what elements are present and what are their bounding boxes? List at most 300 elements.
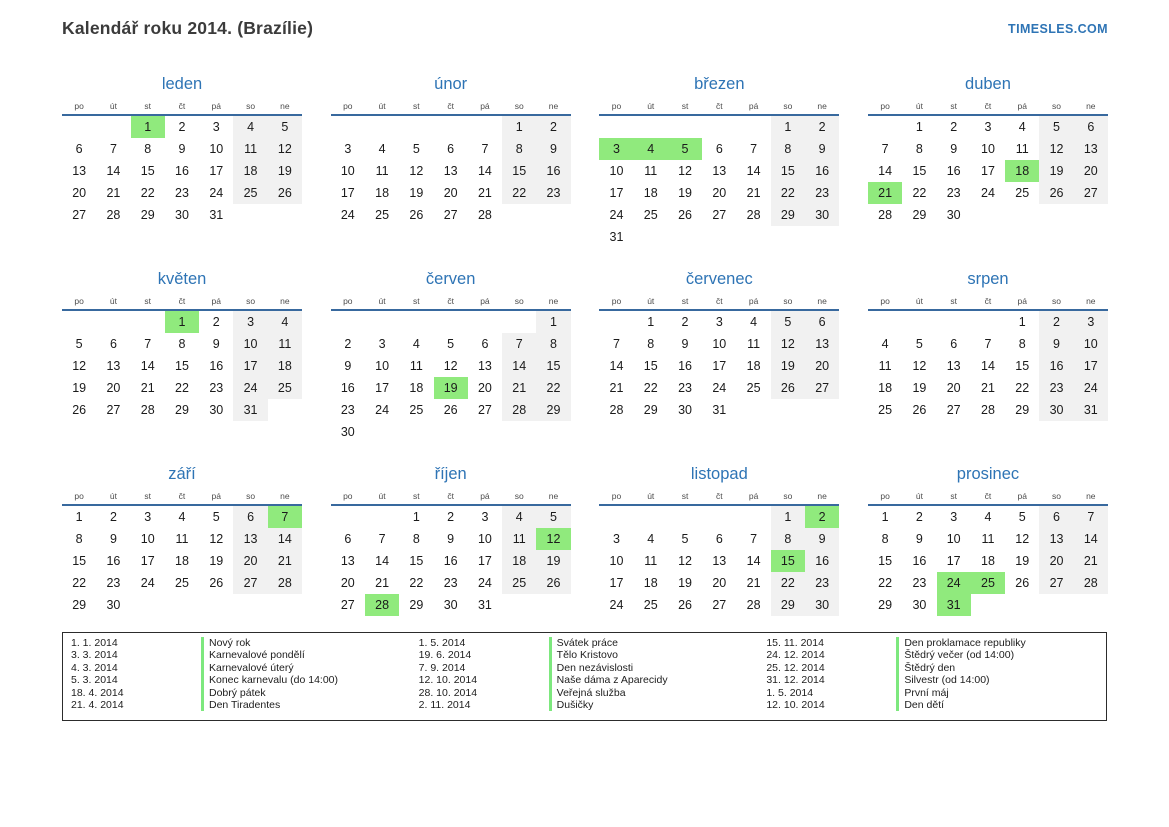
day-cell: 23 xyxy=(175,186,189,200)
day-cell: 11 xyxy=(644,554,658,568)
day-cell: 19 xyxy=(912,381,927,395)
empty-cell xyxy=(502,311,536,333)
day-of-week-label: so xyxy=(783,101,793,111)
empty-cell xyxy=(771,399,805,421)
page-header xyxy=(62,18,1108,39)
month-title-duben: duben xyxy=(965,75,1011,93)
empty-cell xyxy=(233,204,267,226)
day-cell: 27 xyxy=(477,403,492,417)
day-cell: 17 xyxy=(609,186,624,200)
day-cell: 28 xyxy=(106,208,121,222)
day-cell: 11 xyxy=(175,532,189,546)
day-cell: 11 xyxy=(878,359,892,373)
day-cell: 6 xyxy=(75,142,83,156)
day-cell: 29 xyxy=(643,403,658,417)
day-cell: 21 xyxy=(268,550,302,572)
day-cell: 16 xyxy=(106,554,121,568)
day-cell: 18 xyxy=(502,550,536,572)
day-cell: 19 xyxy=(1039,160,1073,182)
legend-entry-name: Štědrý večer (od 14:00) xyxy=(896,649,1014,661)
legend-entry-name: Den Tiradentes xyxy=(201,699,280,711)
empty-cell xyxy=(702,116,736,138)
day-cell: 3 xyxy=(612,532,620,546)
day-cell: 17 xyxy=(233,355,267,377)
day-cell: 23 xyxy=(678,381,692,395)
day-cell: 27 xyxy=(106,403,121,417)
day-cell: 5 xyxy=(268,116,302,138)
day-cell: 31 xyxy=(1074,399,1108,421)
day-cell: 7 xyxy=(109,142,117,156)
day-cell: 30 xyxy=(912,598,927,612)
day-cell: 13 xyxy=(443,164,458,178)
day-cell: 10 xyxy=(233,333,267,355)
empty-cell xyxy=(736,226,770,248)
day-cell: 24 xyxy=(1074,377,1108,399)
legend-entry-date: 15. 11. 2014 xyxy=(766,637,824,649)
month-srpen xyxy=(868,269,1108,464)
day-cell: 18 xyxy=(878,381,893,395)
day-cell: 21 xyxy=(981,381,995,395)
page-title: Kalendář roku 2014. (Brazílie) xyxy=(62,18,314,38)
day-cell: 30 xyxy=(340,425,355,439)
legend-entry-date: 18. 4. 2014 xyxy=(71,686,124,699)
day-cell: 22 xyxy=(72,576,87,590)
day-cell: 26 xyxy=(678,598,692,612)
empty-cell xyxy=(434,116,468,138)
day-cell: 19 xyxy=(209,554,224,568)
day-cell: 28 xyxy=(365,594,399,616)
month-cervenec xyxy=(599,269,839,464)
month-dates xyxy=(868,116,1108,226)
legend-entry-name: Dušičky xyxy=(549,699,594,711)
day-cell: 22 xyxy=(643,381,658,395)
legend-entry-date: 12. 10. 2014 xyxy=(766,699,825,712)
day-cell: 11 xyxy=(502,528,536,550)
day-cell: 3 xyxy=(144,510,152,524)
legend-entry-name: Den nezávislosti xyxy=(549,662,633,674)
day-of-week-label: so xyxy=(783,296,793,306)
legend-entry-date: 1. 5. 2014 xyxy=(766,686,814,699)
day-cell: 17 xyxy=(1074,355,1108,377)
month-listopad xyxy=(599,464,839,659)
day-cell: 11 xyxy=(747,337,761,351)
day-cell: 9 xyxy=(109,532,117,546)
day-of-week-label: so xyxy=(1052,101,1062,111)
day-cell: 13 xyxy=(233,528,267,550)
day-cell: 4 xyxy=(750,315,758,329)
day-cell: 26 xyxy=(443,403,458,417)
day-of-week-label: po xyxy=(880,101,890,111)
day-cell: 19 xyxy=(268,160,302,182)
day-cell: 25 xyxy=(233,182,267,204)
day-of-week-label: ne xyxy=(817,491,827,501)
legend-entry xyxy=(766,662,1106,674)
legend-entry-date: 25. 12. 2014 xyxy=(766,661,825,674)
day-cell: 8 xyxy=(536,333,570,355)
day-cell: 6 xyxy=(715,532,723,546)
empty-cell xyxy=(702,506,736,528)
month-prosinec xyxy=(868,464,1108,659)
day-of-week-label: so xyxy=(246,101,256,111)
day-cell: 3 xyxy=(344,142,352,156)
day-of-week-header xyxy=(868,101,1108,116)
day-cell: 4 xyxy=(178,510,186,524)
day-cell: 26 xyxy=(771,377,805,399)
empty-cell xyxy=(365,421,399,443)
month-dates xyxy=(62,311,302,421)
legend-entry xyxy=(419,674,759,686)
day-cell: 15 xyxy=(536,355,570,377)
day-cell: 28 xyxy=(746,598,761,612)
day-cell: 27 xyxy=(712,598,727,612)
empty-cell xyxy=(468,116,502,138)
day-of-week-label: pá xyxy=(748,296,759,306)
day-cell: 10 xyxy=(375,359,390,373)
day-cell: 9 xyxy=(915,532,923,546)
day-cell: 29 xyxy=(175,403,189,417)
day-cell: 27 xyxy=(1039,572,1073,594)
month-title-cervenec: červenec xyxy=(685,270,753,288)
day-of-week-header xyxy=(331,296,571,311)
month-dates xyxy=(599,116,839,248)
day-cell: 8 xyxy=(915,142,923,156)
day-cell: 17 xyxy=(946,554,961,568)
day-of-week-label: ne xyxy=(280,491,290,501)
day-cell: 20 xyxy=(233,550,267,572)
day-cell: 26 xyxy=(1015,576,1030,590)
day-cell: 20 xyxy=(1039,550,1073,572)
day-of-week-label: st xyxy=(144,296,152,306)
empty-cell xyxy=(599,116,633,138)
month-cerven xyxy=(331,269,571,464)
empty-cell xyxy=(1005,594,1039,616)
legend-entry-name: Nový rok xyxy=(201,637,250,649)
month-title-cerven: červen xyxy=(425,270,476,288)
empty-cell xyxy=(971,594,1005,616)
day-cell: 14 xyxy=(106,164,121,178)
day-cell: 22 xyxy=(175,381,189,395)
day-of-week-label: pá xyxy=(748,491,759,501)
day-cell: 9 xyxy=(805,138,839,160)
day-cell: 24 xyxy=(609,208,624,222)
day-cell: 14 xyxy=(268,528,302,550)
day-cell: 18 xyxy=(643,576,658,590)
legend-entry xyxy=(766,687,1106,699)
day-cell: 1 xyxy=(771,116,805,138)
day-cell: 12 xyxy=(209,532,224,546)
empty-cell xyxy=(399,311,433,333)
day-cell: 31 xyxy=(233,399,267,421)
day-cell: 3 xyxy=(984,120,992,134)
empty-cell xyxy=(468,421,502,443)
day-cell: 4 xyxy=(647,532,655,546)
day-cell: 2 xyxy=(447,510,455,524)
legend-entry xyxy=(71,687,411,699)
day-cell: 18 xyxy=(268,355,302,377)
empty-cell xyxy=(536,421,570,443)
day-of-week-label: po xyxy=(880,296,890,306)
empty-cell xyxy=(1074,204,1108,226)
day-cell: 17 xyxy=(140,554,155,568)
day-cell: 22 xyxy=(878,576,893,590)
day-cell: 14 xyxy=(1074,528,1108,550)
day-cell: 13 xyxy=(712,164,727,178)
day-cell: 26 xyxy=(268,182,302,204)
legend-entry-date: 1. 1. 2014 xyxy=(71,637,118,649)
empty-cell xyxy=(165,594,199,616)
empty-cell xyxy=(365,311,399,333)
day-cell: 4 xyxy=(634,138,668,160)
day-cell: 13 xyxy=(946,359,961,373)
day-cell: 29 xyxy=(771,204,805,226)
empty-cell xyxy=(736,506,770,528)
day-of-week-header xyxy=(331,491,571,506)
day-cell: 18 xyxy=(1005,160,1039,182)
day-cell: 30 xyxy=(443,598,458,612)
empty-cell xyxy=(868,116,902,138)
day-cell: 25 xyxy=(175,576,189,590)
day-cell: 3 xyxy=(233,311,267,333)
legend-entry xyxy=(71,637,411,649)
day-cell: 1 xyxy=(647,315,655,329)
empty-cell xyxy=(868,311,902,333)
day-cell: 2 xyxy=(1039,311,1073,333)
day-of-week-label: út xyxy=(109,491,117,501)
day-cell: 11 xyxy=(409,359,423,373)
day-cell: 30 xyxy=(1039,399,1073,421)
day-cell: 12 xyxy=(443,359,458,373)
day-cell: 14 xyxy=(140,359,155,373)
day-of-week-label: ne xyxy=(280,296,290,306)
day-cell: 9 xyxy=(344,359,352,373)
month-unor xyxy=(331,74,571,269)
day-cell: 20 xyxy=(946,381,961,395)
day-cell: 24 xyxy=(375,403,390,417)
empty-cell xyxy=(668,116,702,138)
day-cell: 21 xyxy=(746,186,761,200)
day-cell: 25 xyxy=(971,572,1005,594)
day-of-week-label: po xyxy=(74,491,84,501)
day-cell: 16 xyxy=(443,554,458,568)
day-cell: 6 xyxy=(715,142,723,156)
day-of-week-label: út xyxy=(915,101,923,111)
day-cell: 8 xyxy=(178,337,186,351)
day-cell: 8 xyxy=(75,532,83,546)
day-of-week-label: pá xyxy=(211,296,222,306)
day-cell: 4 xyxy=(268,311,302,333)
day-cell: 26 xyxy=(72,403,87,417)
day-cell: 1 xyxy=(915,120,923,134)
day-cell: 11 xyxy=(644,164,658,178)
legend-entry-name: Tělo Kristovo xyxy=(549,649,618,661)
day-cell: 21 xyxy=(502,377,536,399)
day-cell: 23 xyxy=(209,381,224,395)
empty-cell xyxy=(599,311,633,333)
day-cell: 2 xyxy=(212,315,220,329)
day-cell: 28 xyxy=(609,403,624,417)
legend-entry-date: 21. 4. 2014 xyxy=(71,699,124,712)
day-cell: 7 xyxy=(268,506,302,528)
day-of-week-label: so xyxy=(1052,491,1062,501)
legend-entry-name: Naše dáma z Aparecidy xyxy=(549,674,668,686)
day-cell: 20 xyxy=(805,355,839,377)
day-cell: 6 xyxy=(481,337,489,351)
legend-entry-date: 7. 9. 2014 xyxy=(418,661,466,674)
day-cell: 25 xyxy=(1015,186,1030,200)
day-of-week-label: po xyxy=(74,101,84,111)
day-cell: 8 xyxy=(1018,337,1026,351)
legend-entry-name: Karnevalové úterý xyxy=(201,662,294,674)
day-cell: 19 xyxy=(1015,554,1030,568)
site-link[interactable]: TIMESLES.COM xyxy=(1008,22,1108,36)
day-cell: 27 xyxy=(72,208,87,222)
day-of-week-label: út xyxy=(109,101,117,111)
legend-entry xyxy=(419,687,759,699)
day-cell: 21 xyxy=(868,182,902,204)
day-cell: 9 xyxy=(536,138,570,160)
day-of-week-label: čt xyxy=(178,101,186,111)
holiday-legend xyxy=(62,632,1107,721)
day-cell: 11 xyxy=(1015,142,1029,156)
day-cell: 22 xyxy=(409,576,424,590)
legend-entry-name: Den dětí xyxy=(896,699,944,711)
day-cell: 24 xyxy=(140,576,155,590)
day-cell: 15 xyxy=(878,554,893,568)
empty-cell xyxy=(805,399,839,421)
day-cell: 1 xyxy=(1018,315,1026,329)
day-cell: 31 xyxy=(937,594,971,616)
day-of-week-label: so xyxy=(514,491,524,501)
day-cell: 23 xyxy=(805,572,839,594)
day-cell: 30 xyxy=(805,204,839,226)
empty-cell xyxy=(502,204,536,226)
day-cell: 10 xyxy=(1074,333,1108,355)
day-of-week-label: ne xyxy=(548,491,559,501)
day-cell: 18 xyxy=(643,186,658,200)
day-cell: 5 xyxy=(412,142,420,156)
day-cell: 22 xyxy=(912,186,927,200)
day-cell: 22 xyxy=(771,572,805,594)
month-title-zari: září xyxy=(168,465,196,483)
day-cell: 7 xyxy=(144,337,152,351)
day-cell: 11 xyxy=(375,164,389,178)
day-cell: 12 xyxy=(1039,138,1073,160)
day-cell: 16 xyxy=(1039,355,1073,377)
day-cell: 13 xyxy=(340,554,355,568)
day-cell: 23 xyxy=(946,186,961,200)
day-cell: 19 xyxy=(434,377,468,399)
day-cell: 4 xyxy=(378,142,386,156)
empty-cell xyxy=(468,311,502,333)
day-cell: 15 xyxy=(643,359,658,373)
day-cell: 25 xyxy=(746,381,761,395)
empty-cell xyxy=(902,311,936,333)
day-cell: 8 xyxy=(502,138,536,160)
day-of-week-label: so xyxy=(246,296,256,306)
day-cell: 20 xyxy=(72,186,87,200)
empty-cell xyxy=(434,421,468,443)
day-cell: 7 xyxy=(881,142,889,156)
day-cell: 17 xyxy=(209,164,224,178)
day-cell: 8 xyxy=(881,532,889,546)
day-cell: 9 xyxy=(178,142,186,156)
empty-cell xyxy=(502,594,536,616)
day-of-week-label: út xyxy=(647,101,655,111)
empty-cell xyxy=(96,116,130,138)
day-cell: 21 xyxy=(375,576,390,590)
day-cell: 9 xyxy=(950,142,958,156)
day-cell: 13 xyxy=(805,333,839,355)
day-cell: 19 xyxy=(72,381,87,395)
day-of-week-label: pá xyxy=(1017,296,1027,306)
legend-group-2 xyxy=(411,637,759,720)
day-cell: 1 xyxy=(412,510,420,524)
day-cell: 2 xyxy=(536,116,570,138)
day-of-week-label: ne xyxy=(1086,491,1096,501)
empty-cell xyxy=(971,311,1005,333)
day-of-week-label: pá xyxy=(480,101,490,111)
day-of-week-label: pá xyxy=(480,491,490,501)
day-cell: 22 xyxy=(1015,381,1030,395)
empty-cell xyxy=(399,116,433,138)
day-cell: 28 xyxy=(1074,572,1108,594)
day-of-week-label: ne xyxy=(817,101,827,111)
day-cell: 18 xyxy=(375,186,390,200)
day-cell: 5 xyxy=(771,311,805,333)
day-of-week-header xyxy=(599,491,839,506)
day-cell: 13 xyxy=(1039,528,1073,550)
day-cell: 24 xyxy=(712,381,727,395)
day-cell: 4 xyxy=(984,510,992,524)
day-cell: 30 xyxy=(678,403,692,417)
month-duben xyxy=(868,74,1108,269)
day-of-week-label: po xyxy=(880,491,890,501)
day-cell: 8 xyxy=(771,528,805,550)
legend-entry-date: 1. 5. 2014 xyxy=(418,637,466,649)
empty-cell xyxy=(971,204,1005,226)
empty-cell xyxy=(937,311,971,333)
legend-entry xyxy=(766,637,1106,649)
day-cell: 15 xyxy=(1015,359,1030,373)
day-of-week-label: út xyxy=(647,296,655,306)
day-cell: 10 xyxy=(340,164,355,178)
empty-cell xyxy=(331,506,365,528)
day-cell: 29 xyxy=(409,598,424,612)
legend-group-1 xyxy=(63,637,411,720)
day-cell: 6 xyxy=(1074,116,1108,138)
day-cell: 24 xyxy=(209,186,224,200)
day-cell: 1 xyxy=(131,116,165,138)
day-cell: 25 xyxy=(643,598,658,612)
empty-cell xyxy=(365,116,399,138)
day-cell: 6 xyxy=(344,532,352,546)
day-cell: 26 xyxy=(209,576,224,590)
month-dates xyxy=(331,506,571,616)
day-cell: 3 xyxy=(481,510,489,524)
empty-cell xyxy=(1005,204,1039,226)
day-cell: 31 xyxy=(609,230,624,244)
day-cell: 10 xyxy=(209,142,224,156)
day-cell: 13 xyxy=(477,359,492,373)
day-of-week-label: út xyxy=(647,491,655,501)
day-of-week-label: čt xyxy=(984,296,992,306)
empty-cell xyxy=(536,204,570,226)
empty-cell xyxy=(434,311,468,333)
day-cell: 5 xyxy=(75,337,83,351)
day-cell: 14 xyxy=(746,164,761,178)
day-cell: 8 xyxy=(771,138,805,160)
day-cell: 18 xyxy=(175,554,189,568)
